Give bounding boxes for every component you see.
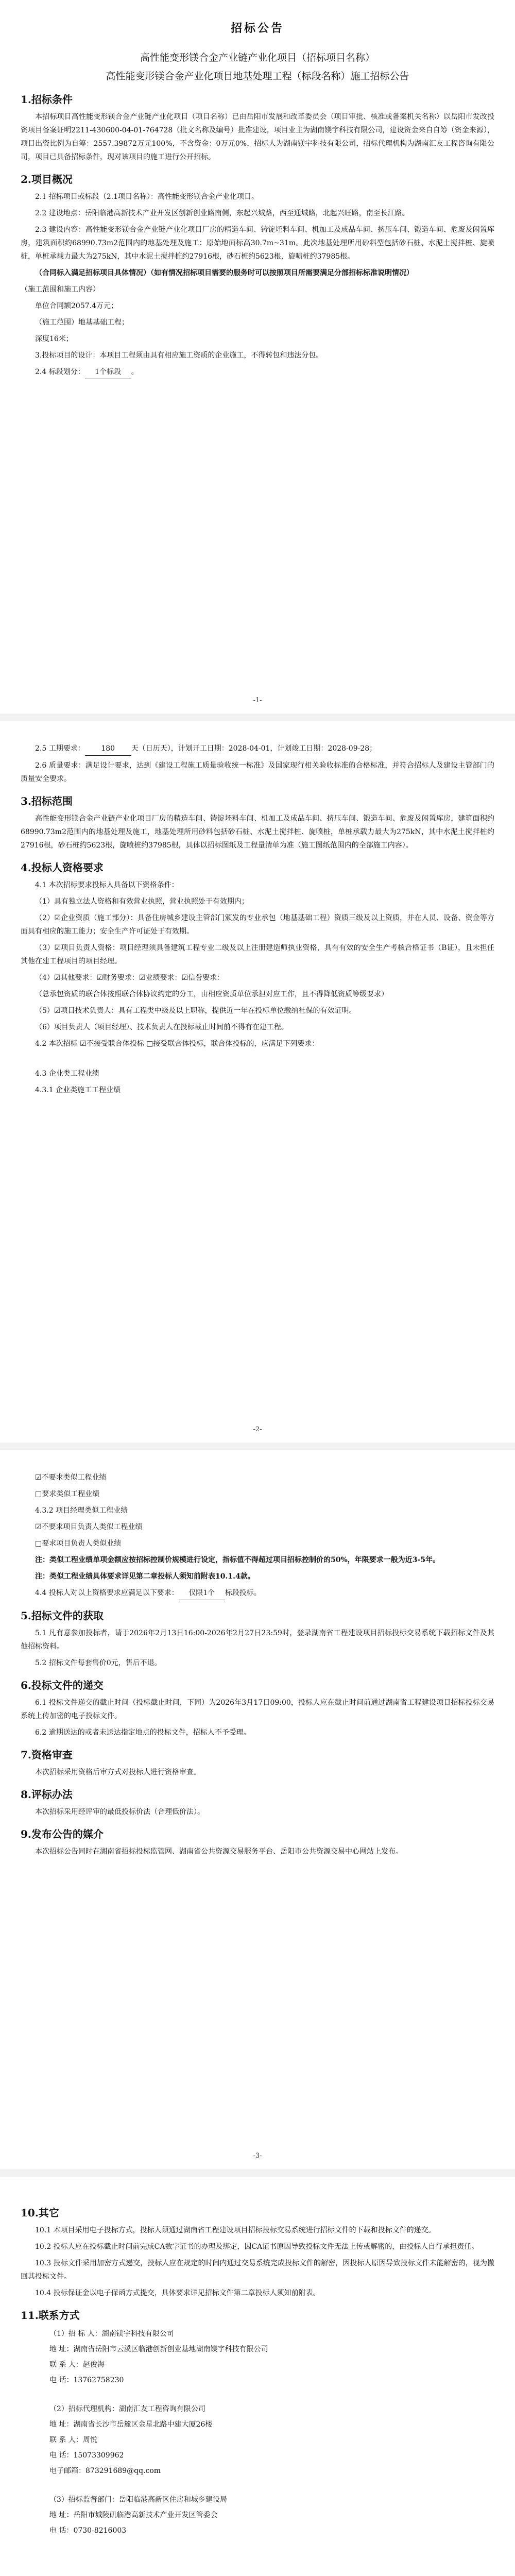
paragraph: （合同标入满足招标项目具体情况）（如有情况招标项目需要的服务时可以按照项目所需要满足分部招标标准说明情况） <box>35 269 414 277</box>
section-heading: 10.其它 <box>21 2207 59 2219</box>
tender-scope-text: 高性能变形镁合金产业链产业化项目厂房的精造车间、铸锭坯料车间、机加工及成品车间、挤压车间、锻造车间、危废及闲置库房，建筑面积约68990.73m2范围内的地基处理及施工，地基处理所用砂料包括砂石桩、水泥土搅拌桩、旋喷桩，单桩承载力最大为275kN，其中水泥土搅拌桩约27916根，砂石桩约5623根，旋喷桩约37985根，具体以招标图纸及工程量清单为准（施工图纸范围内的全部施工内容）。 <box>21 815 494 850</box>
paragraph: （2）☑企业资质（施工部分）：具备住房城乡建设主管部门颁发的专业承包（地基基础工程）资质三级及以上资质，并在人员、设备、资金等方面具有相应的施工能力；安全生产许可证处于有效期。 <box>21 914 494 936</box>
paragraph: 3.投标项目的设计：本项目工程须由具有相应施工资质的企业施工，不得转包和违法分包。 <box>35 351 323 360</box>
section-heading: 4.投标人资格要求 <box>21 861 104 874</box>
section-heading: 9.发布公告的媒介 <box>21 1828 104 1840</box>
paragraph: 4.1 本次招标要求投标人具备以下资格条件： <box>35 881 179 889</box>
bid-limit-value: 仅限1个 <box>179 1586 225 1600</box>
paragraph: 4.3.1 企业类施工工程业绩 <box>35 1086 121 1094</box>
document-page-2 <box>0 721 515 1443</box>
paragraph: 5.2 招标文件每套售价0元，售后不退。 <box>35 1659 162 1667</box>
scope-line: （施工范围）地基基础工程； <box>35 318 129 327</box>
agent-phone: 电 话：15073309962 <box>49 2451 124 2460</box>
paragraph: （1）具有独立法人资格和有效营业执照，营业执照处于有效期内； <box>35 897 249 906</box>
paragraph: 4.3 企业类工程业绩 <box>35 1070 99 1078</box>
agent-address: 地 址：湖南省长沙市岳麓区金星北路中建大厦26楼 <box>49 2420 213 2429</box>
supervisor-name: （3）招标监督部门：岳阳临港高新区住房和城乡建设局 <box>49 2496 227 2504</box>
paragraph: （6）项目负责人（项目经理）、技术负责人在投标截止时间前不得有在建工程。 <box>35 1023 288 1031</box>
lot-division <box>21 365 494 379</box>
duration-tail: 天（日历天），计划开工日期：2028-04-01，计划竣工日期：2028-09-28； <box>131 744 377 753</box>
paragraph: 4.2 本次招标 ☑不接受联合体投标 □接受联合体投标，联合体投标的，应满足下列要求： <box>35 1040 319 1048</box>
paragraph: 5.1 凡有意参加投标者，请于2026年2月13日16:00-2026年2月27日23:59时，登录湖南省工程建设项目招标投标交易系统下载招标文件及其他招标资料。 <box>21 1629 494 1651</box>
section-heading: 8.评标办法 <box>21 1788 73 1801</box>
paragraph: 2.6 质量要求：满足设计要求，达到《建设工程施工质量验收统一标准》及国家现行相关验收标准的合格标准，并符合招标人及建设主管部门的质量安全要求。 <box>21 761 494 783</box>
agent-name: （2）招标代理机构：湖南汇友工程咨询有限公司 <box>49 2405 205 2413</box>
section-heading: 5.招标文件的获取 <box>21 1609 104 1622</box>
tenderer-phone: 电 话：13762758230 <box>49 2376 124 2384</box>
section-heading: 6.投标文件的递交 <box>21 1679 104 1691</box>
supervisor-address: 地 址：岳阳市城陵矶临港高新技术产业开发区管委会 <box>49 2511 218 2519</box>
document-title: 招标公告 <box>230 22 284 35</box>
checkbox-option: ☑不要求类似工程业绩 <box>35 1473 107 1482</box>
page-number: -1- <box>253 697 262 704</box>
paragraph: 6.2 逾期送达的或者未送达指定地点的投标文件，招标人不予受理。 <box>35 1728 251 1737</box>
lot-label: 2.4 标段划分： <box>35 368 85 376</box>
document-page-1 <box>0 0 515 714</box>
paragraph: 2.2 建设地点：岳阳临港高新技术产业开发区创新创业路南侧，东起兴城路，西至通城路，北起兴旺路，南至长江路。 <box>35 209 409 217</box>
bid-limit-line <box>21 1586 494 1600</box>
checkbox-option: ☑不要求项目负责人类似工程业绩 <box>35 1523 143 1531</box>
section-heading: 7.资格审查 <box>21 1749 73 1761</box>
project-name-line: 高性能变形镁合金产业链产业化项目（招标项目名称） <box>140 52 375 63</box>
paragraph: （4）☑其他要求：☑财务要求：☑业绩要求：☑信誉要求： <box>35 974 225 982</box>
section-name-line: 高性能变形镁合金产业化项目地基处理工程（标段名称）施工招标公告 <box>106 71 409 82</box>
checkbox-option: □要求类似工程业绩 <box>35 1490 100 1498</box>
tenderer-name: （1）招 标 人：湖南镁宇科技有限公司 <box>49 2330 174 2338</box>
section-heading: 2.项目概况 <box>21 173 73 185</box>
paragraph: 10.4 投标保证金以电子保函方式提交，具体要求详见招标文件第二章投标人须知前附表。 <box>35 2289 320 2297</box>
bid-limit-tail: 标段投标。 <box>225 1589 261 1597</box>
tenderer-contact: 联 系 人：赵俊海 <box>49 2361 105 2369</box>
agent-contact: 联 系 人：周悦 <box>49 2436 97 2444</box>
paragraph: 本次招标公告同时在湖南省招标投标监管网、湖南省公共资源交易服务平台、岳阳市公共资源交易中心网站上发布。 <box>35 1848 403 1856</box>
bid-limit-label: 4.4 投标人对以上资格要求应满足以下要求： <box>35 1589 179 1597</box>
paragraph: 10.1 本项目采用电子投标方式，投标人须通过湖南省工程建设项目招标投标交易系统进行招标文件的下载和投标文件的递交。 <box>35 2226 436 2234</box>
paragraph: 10.3 投标文件采用加密方式递交，投标人应在规定的时间内通过交易系统完成投标文件的解密，因投标人原因导致投标文件未能解密的，视为撤回其投标文件。 <box>21 2259 494 2281</box>
note-text: 注：类似工程业绩单项金额应按招标控制价规模进行设定，指标值不得超过项目招标控制价的50%，年限要求一般为近3-5年。 <box>35 1556 440 1564</box>
scope-title: （施工范围和施工内容） <box>21 285 100 294</box>
supervisor-phone: 电 话：0730-8216003 <box>49 2527 127 2535</box>
duration-line <box>21 742 494 756</box>
paragraph: （总承包资质的联合体按照联合体协议约定的分工，由相应资质单位承担对应工作，且不得降低资质等级要求） <box>35 990 388 998</box>
scope-line: 深度16米； <box>35 335 73 343</box>
lot-tail: 。 <box>131 368 139 376</box>
paragraph: 4.3.2 项目经理类似工程业绩 <box>35 1506 128 1515</box>
paragraph: 10.2 投标人应在投标截止时间前完成CA数字证书的办理及绑定，因CA证书原因导致投标文件无法上传或解密的，由投标人自行承担责任。 <box>35 2243 479 2251</box>
page-number: -2- <box>253 1426 262 1433</box>
document-page-3 <box>0 1450 515 2169</box>
tenderer-address: 地 址：湖南省岳阳市云溪区临港创新创业基地湖南镁宇科技有限公司 <box>49 2345 268 2353</box>
paragraph: 6.1 投标文件递交的截止时间（投标截止时间，下同）为2026年3月17日09:00，投标人应在截止时间前通过湖南省工程建设项目招标投标交易系统上传加密的电子投标文件。 <box>21 1699 494 1720</box>
paragraph: 本次招标采用资格后审方式对投标人进行资格审查。 <box>35 1768 201 1776</box>
tender-conditions-text: 本招标项目高性能变形镁合金产业链产业化项目（项目名称）已由岳阳市发展和改革委员会（项目审批、核准或备案机关名称）以岳阳市发改投资项目备案证明2211-430600-04-01-764728（批文名称及编号）批准建设，项目业主为湖南镁宇科技有限公司，建设资金来自自筹（资金来源），项目出资比例为自筹：2557.39872万元100%，不含资金：0万元0%，招标人为湖南镁宇科技有限公司，招标代理机构为湖南汇友工程咨询有限公司，项目已具备招标条件，现对该项目的施工进行公开招标。 <box>21 113 494 161</box>
note-text: 注：类似工程业绩具体要求详见第二章投标人须知前附表10.1.4款。 <box>35 1572 255 1581</box>
paragraph: 2.3 建设内容：高性能变形镁合金产业链产业化项目厂房的精造车间、铸锭坯料车间、机加工及成品车间、挤压车间、锻造车间、危废及闲置库房，建筑面积约68990.73m2范围内的地基处理及施工：原始地面标高30.7m~31m。此次地基处理所用砂料型包括砂石桩、水泥土搅拌桩、旋喷桩，单桩承载力最大为275kN，其中水泥土搅拌桩约27916根，砂石桩约5623根，旋喷桩约37985根。 <box>21 226 494 261</box>
duration-value: 180 <box>85 742 131 756</box>
section-heading: 1.招标条件 <box>21 93 73 106</box>
duration-label: 2.5 工期要求： <box>35 744 85 753</box>
lot-value: 1个标段 <box>85 365 131 379</box>
paragraph: （3）☑项目负责人资格：项目经理须具备建筑工程专业二级及以上注册建造师执业资格，具有有效的安全生产考核合格证书（B证），且未担任其他在建工程项目的项目经理。 <box>21 944 494 965</box>
section-heading: 3.招标范围 <box>21 795 73 807</box>
document-page-4 <box>0 2177 515 2576</box>
checkbox-option: □要求项目负责人类似业绩 <box>35 1539 122 1548</box>
section-heading: 11.联系方式 <box>21 2309 80 2321</box>
agent-email: 电子邮箱：873291689@qq.com <box>49 2467 161 2475</box>
scope-line: 单位合同额2057.4万元； <box>35 302 118 310</box>
paragraph: 2.1 招标项目或标段（2.1项目名称）：高性能变形镁合金产业化项目。 <box>35 193 259 201</box>
paragraph: 本次招标采用经评审的最低投标价法（合理低价法）。 <box>35 1808 204 1816</box>
page-number: -3- <box>253 2152 262 2160</box>
paragraph: （5）☑项目技术负责人：具有工程类中级及以上职称，提供近一年在投标单位缴纳社保的有效证明。 <box>35 1007 356 1015</box>
